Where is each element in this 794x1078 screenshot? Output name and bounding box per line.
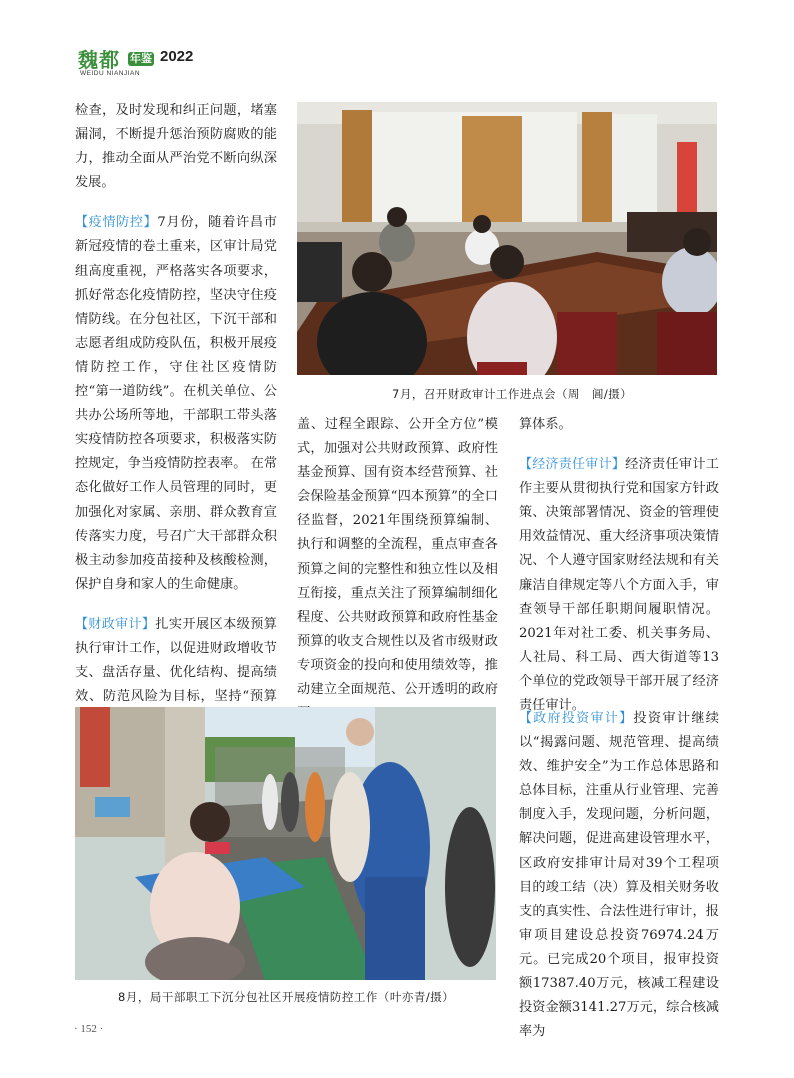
paragraph-government-investment	[519, 707, 719, 1044]
paragraph-text: 扎实开展区本级预算执行审计工作，以促进财政增收节支、盘活存量、优化结构、提高绩效、防范风险为目标，坚持“预算	[75, 616, 277, 705]
section-heading-epidemic: 【疫情防控】	[75, 215, 158, 231]
text-column-3-lower	[519, 707, 719, 1044]
text-column-2	[297, 413, 498, 726]
text-column-1	[75, 99, 277, 733]
page-number: · 152 ·	[74, 1023, 104, 1035]
paragraph-text: 7月份，随着许昌市新冠疫情的卷土重来，区审计局党组高度重视，严格落实各项要求，抓好常态化疫情防控，坚决守住疫情防线。在分包社区，下沉干部和志愿者组成防疫队伍，积极开展疫情防控工作，守住社区疫情防控“第一道防线”。在机关单位、公共办公场所等地，干部职工带头落实疫情防控各项要求，积极落实防控规定，争当疫情防控表率。 在常态化做好工作人员管理的同时，更加强化对家属、亲朋、群众教育宣传落实力度，号召广大干部群众积极主动参加疫苗接种及核酸检测，保护自身和家人的生命健康。	[75, 215, 278, 592]
community-photo-illustration	[75, 707, 496, 980]
logo-badge: 年鉴	[130, 52, 152, 65]
paragraph-text: 算体系。	[519, 417, 572, 432]
photo-community-epidemic	[75, 707, 496, 980]
paragraph-continuation	[519, 413, 719, 437]
paragraph-continuation	[75, 99, 277, 195]
paragraph-epidemic-control	[75, 211, 277, 597]
paragraph-text: 经济责任审计工作主要从贯彻执行党和国家方针政策、决策部署情况、资金的管理使用效益情况、重大经济事项决策情况、个人遵守国家财经法规和有关廉洁自律规定等八个方面入手，审查领导干部任职期间履职情况。2021年对社工委、机关事务局、人社局、科工局、西大街道等13个单位的党政领导干部开展了经济责任审计。	[519, 457, 719, 714]
paragraph-text: 盖、过程全跟踪、公开全方位”模式，加强对公共财政预算、政府性基金预算、国有资本经营预算、社会保险基金预算“四本预算”的全口径监督，2021年围绕预算编制、执行和调整的全流程，重点审查各预算之间的完整性和独立性以及相互衔接，重点关注了预算编制细化程度、公共财政预算和政府性基金预算的收支合规性以及省市级财政专项资金的投向和使用绩效等，推动建立全面规范、公开透明的政府	[297, 417, 498, 698]
meeting-photo-illustration	[297, 102, 717, 375]
photo-caption-community: 8月，局干部职工下沉分包社区开展疫情防控工作（叶亦青/摄）	[118, 990, 455, 1004]
section-heading-fiscal: 【财政审计】	[75, 616, 156, 632]
logo-english-title: WEIDU NIANJIAN	[80, 70, 141, 77]
photo-caption-meeting: 7月，召开财政审计工作进点会（周 阊/摄）	[392, 387, 633, 401]
photo-meeting	[297, 102, 717, 375]
paragraph-continuation	[297, 413, 498, 726]
section-heading-investment: 【政府投资审计】	[519, 711, 634, 726]
paragraph-text: 检查，及时发现和纠正问题，堵塞漏洞，不断提升惩治预防腐败的能力，推动全面从严治党不断向纵深发展。	[75, 103, 277, 191]
magazine-logo	[78, 44, 228, 84]
paragraph-text: 投资审计继续以“揭露问题、规范管理、提高绩效、维护安全”为工作总体思路和总体目标，注重从行业管理、完善制度入手，发现问题，分析问题，解决问题，促进高建设管理水平，区政府安排审计局对39个工程项目的竣工结（决）算及相关财务收支的真实性、合法性进行审计，报审项目建设总投资76974.24万元。已完成20个项目，报审投资额17387.40万元，核减工程建设投资金额3141.27万元，综合核减率为	[519, 711, 719, 1040]
paragraph-economic-responsibility	[519, 453, 719, 718]
logo-year: 2022	[160, 48, 194, 65]
text-column-3	[519, 413, 719, 718]
logo-chinese-title: 魏都	[78, 48, 120, 72]
section-heading-economic: 【经济责任审计】	[519, 457, 626, 473]
